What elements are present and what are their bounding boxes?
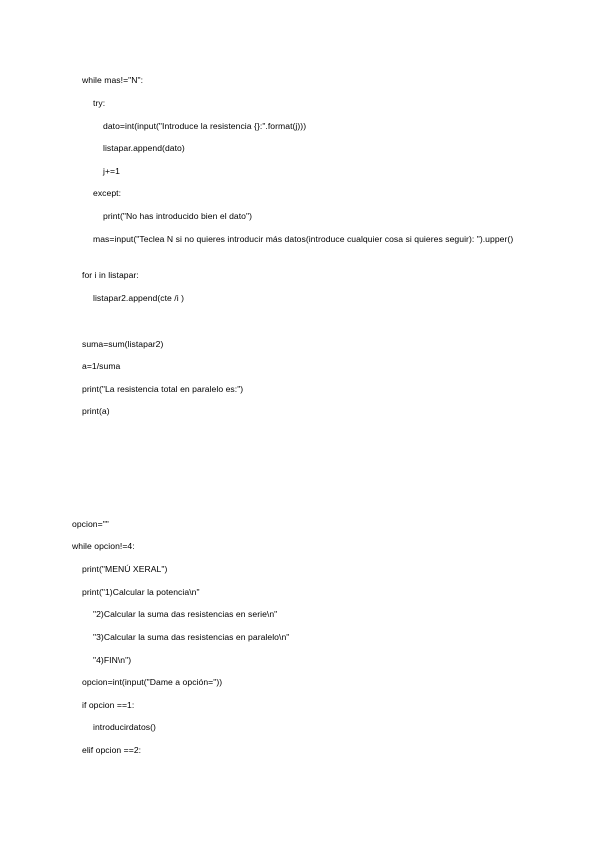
code-line: elif opcion ==2: [82,745,142,755]
code-line: try: [93,98,106,108]
code-line: print("1)Calcular la potencia\n" [82,587,200,597]
code-line: "3)Calcular la suma das resistencias en paralelo\n" [93,632,290,642]
code-line: listapar.append(dato) [103,143,185,153]
code-line: j+=1 [103,166,120,176]
code-line: if opcion ==1: [82,700,135,710]
code-line: while mas!="N": [82,75,144,85]
code-line: mas=input("Teclea N si no quieres introducir más datos(introduce cualquier cosa si quieres seguir): ").upper() [93,234,514,244]
code-line: print("MENÚ XERAL") [82,564,168,574]
code-line: while opcion!=4: [72,541,135,551]
code-line: dato=int(input("Introduce la resistencia {}:".format(j))) [103,121,307,131]
code-line: listapar2.append(cte /i ) [93,293,185,303]
code-line: suma=sum(listapar2) [82,339,164,349]
code-line: opcion="" [72,519,109,529]
code-line: a=1/suma [82,361,121,371]
code-line: "4)FIN\n") [93,655,132,665]
code-line: opcion=int(input("Dame a opción=")) [82,677,223,687]
code-line: print(a) [82,406,110,416]
code-line: print("La resistencia total en paralelo es:") [82,384,244,394]
code-line: introducirdatos() [93,722,156,732]
code-line: "2)Calcular la suma das resistencias en serie\n" [93,609,278,619]
code-line: except: [93,188,122,198]
code-line: for i in listapar: [82,270,139,280]
code-line: print("No has introducido bien el dato") [103,211,253,221]
